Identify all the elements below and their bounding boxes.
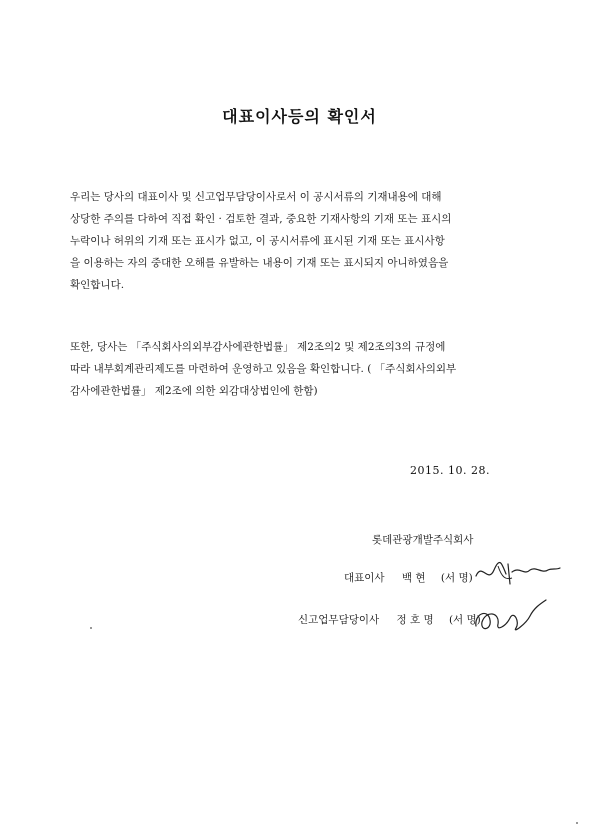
cfo-signature-line <box>298 612 481 627</box>
ceo-signature-line <box>344 570 473 585</box>
paragraph-line: 감사에관한법률」 제2조에 의한 외감대상법인에 한함) <box>70 385 318 397</box>
paragraph-line: 또한, 당사는 「주식회사의외부감사에관한법률」 제2조의2 및 제2조의3의 규정에 <box>70 341 446 353</box>
paragraph-line: 누락이나 허위의 기재 또는 표시가 없고, 이 공시서류에 표시된 기재 또는 표시사항 <box>70 235 445 247</box>
confirmation-paragraph <box>70 186 530 296</box>
signature-mark: (서 명) <box>440 572 473 584</box>
document-date: 2015. 10. 28. <box>410 464 490 477</box>
company-name: 롯데관광개발주식회사 <box>372 534 474 546</box>
paragraph-line: 을 이용하는 자의 중대한 오해를 유발하는 내용이 기재 또는 표시되지 아니하였음을 <box>70 257 449 269</box>
signer-name: 정 호 명 <box>396 614 434 626</box>
internal-control-paragraph <box>70 336 530 402</box>
ceo-handwritten-signature-icon <box>472 558 562 588</box>
signer-name: 백 현 <box>401 572 426 584</box>
document-title: 대표이사등의 확인서 <box>222 107 377 126</box>
paragraph-line: 우리는 당사의 대표이사 및 신고업무담당이사로서 이 공시서류의 기재내용에 대해 <box>70 191 442 203</box>
scan-speck <box>576 822 578 824</box>
signature-mark: (서 명) <box>448 614 481 626</box>
paragraph-line: 상당한 주의를 다하여 직접 확인 · 검토한 결과, 중요한 기재사항의 기재 또는 표시의 <box>70 213 452 225</box>
cfo-handwritten-signature-icon <box>470 596 550 636</box>
paragraph-line: 따라 내부회계관리제도를 마련하여 운영하고 있음을 확인합니다. ( 「주식회사의외부 <box>70 363 457 375</box>
paragraph-line: 확인합니다. <box>70 279 125 291</box>
signer-role: 대표이사 <box>344 572 385 584</box>
signer-role: 신고업무담당이사 <box>298 614 380 626</box>
scan-speck <box>90 627 92 629</box>
